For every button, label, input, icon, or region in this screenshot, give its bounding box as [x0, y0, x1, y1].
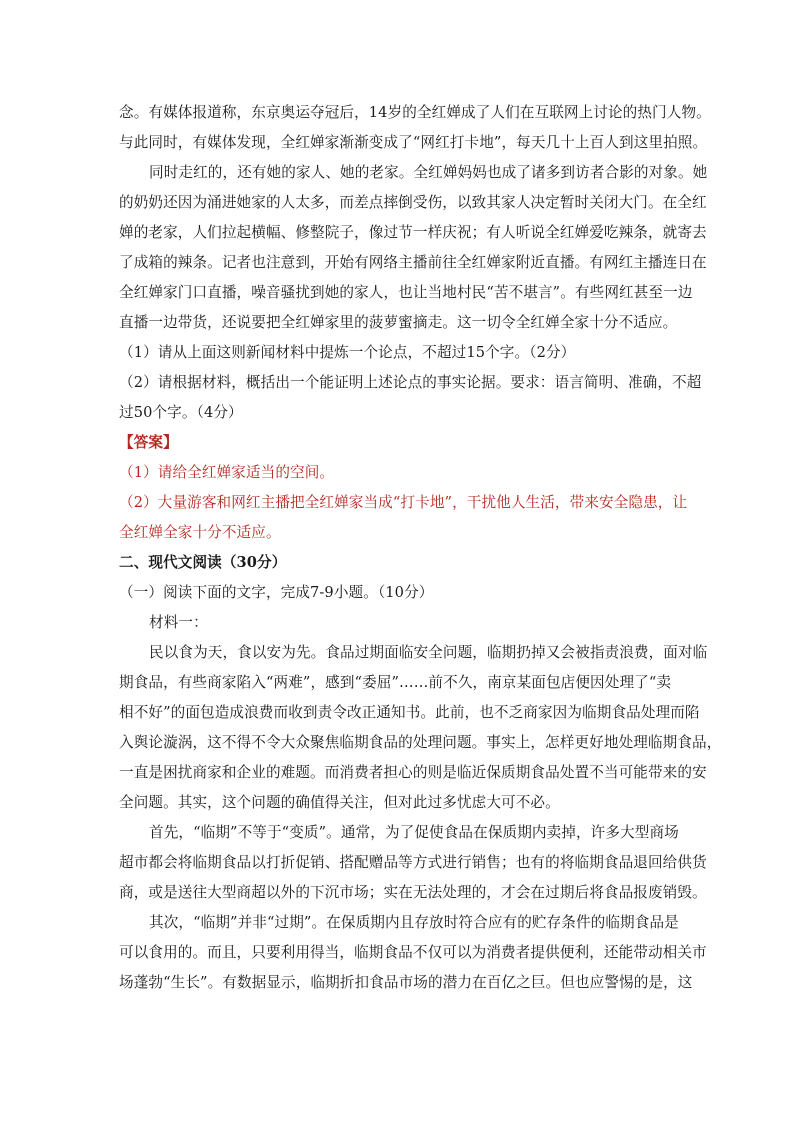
material-paragraph-line: 相不好”的面包造成浪费而收到责令改正通知书。此前，也不乏商家因为临期食品处理而陷: [119, 704, 700, 721]
material-paragraph-line: 其次，“临期”并非“过期”。在保质期内且存放时符合应有的贮存条件的临期食品是: [149, 914, 679, 931]
question-2-continued: 过50个字。（4分）: [119, 404, 243, 421]
answer-2: （2）大量游客和网红主播把全红婵家当成“打卡地”，干扰他人生活，带来安全隐患，让: [119, 494, 688, 511]
news-paragraph-line: 念。有媒体报道称，东京奥运夺冠后，14岁的全红婵成了人们在互联网上讨论的热门人物。: [119, 104, 711, 121]
answer-heading: 【答案】: [119, 434, 178, 451]
material-paragraph-line: 一直是困扰商家和企业的难题。而消费者担心的则是临近保质期食品处置不当可能带来的安: [119, 764, 707, 781]
material-paragraph-line: 期食品，有些商家陷入“两难”，感到“委屈”……前不久，南京某面包店便因处理了“卖: [119, 674, 672, 691]
answer-1: （1）请给全红婵家适当的空间。: [119, 464, 335, 481]
news-paragraph-line: 婵的老家，人们拉起横幅、修整院子，像过节一样庆祝；有人听说全红婵爱吃辣条，就寄去: [119, 224, 707, 241]
news-paragraph-line: 的奶奶还因为涌进她家的人太多，而差点摔倒受伤，以致其家人决定暂时关闭大门。在全红: [119, 194, 707, 211]
question-1: （1）请从上面这则新闻材料中提炼一个论点，不超过15个字。（2分）: [119, 344, 576, 361]
section-heading: 二、现代文阅读（30分）: [119, 554, 287, 571]
news-paragraph-line: 全红婵家门口直播，噪音骚扰到她的家人，也让当地村民“苦不堪言”。有些网红甚至一边: [119, 284, 693, 301]
news-paragraph-line: 直播一边带货，还说要把全红婵家里的菠萝蜜摘走。这一切令全红婵全家十分不适应。: [119, 314, 678, 331]
answer-2-continued: 全红婵全家十分不适应。: [119, 524, 281, 541]
material-paragraph-line: 超市都会将临期食品以打折促销、搭配赠品等方式进行销售；也有的将临期食品退回给供货: [119, 854, 707, 871]
question-2: （2）请根据材料，概括出一个能证明上述论点的事实论据。要求：语言简明、准确，不超: [119, 374, 702, 391]
news-paragraph-line: 同时走红的，还有她的家人、她的老家。全红婵妈妈也成了诸多到访者合影的对象。她: [149, 164, 708, 181]
material-paragraph-line: 首先，“临期”不等于“变质”。通常，为了促使食品在保质期内卖掉，许多大型商场: [149, 824, 679, 841]
document-page: [119, 98, 722, 998]
news-paragraph-line: 与此同时，有媒体发现，全红婵家渐渐变成了“网红打卡地”，每天几十上百人到这里拍照。: [119, 134, 708, 151]
sub-section-instruction: （一）阅读下面的文字，完成7-9小题。（10分）: [119, 584, 434, 601]
material-paragraph-line: 入舆论漩涡，这不得不令大众聚焦临期食品的处理问题。事实上，怎样更好地处理临期食品，: [119, 734, 722, 751]
material-paragraph-line: 可以食用的。而且，只要利用得当，临期食品不仅可以为消费者提供便利，还能带动相关市: [119, 944, 707, 961]
news-paragraph-line: 了成箱的辣条。记者也注意到，开始有网络主播前往全红婵家附近直播。有网红主播连日在: [119, 254, 707, 271]
material-paragraph-line: 场蓬勃“生长”。有数据显示，临期折扣食品市场的潜力在百亿之巨。但也应警惕的是，这: [119, 974, 693, 991]
material-paragraph-line: 商，或是送往大型商超以外的下沉市场；实在无法处理的，才会在过期后将食品报废销毁。: [119, 884, 707, 901]
material-paragraph-line: 民以食为天，食以安为先。食品过期面临安全问题，临期扔掉又会被指责浪费，面对临: [149, 644, 708, 661]
material-paragraph-line: 全问题。其实，这个问题的确值得关注，但对此过多忧虑大可不必。: [119, 794, 560, 811]
material-label: 材料一：: [149, 614, 208, 631]
